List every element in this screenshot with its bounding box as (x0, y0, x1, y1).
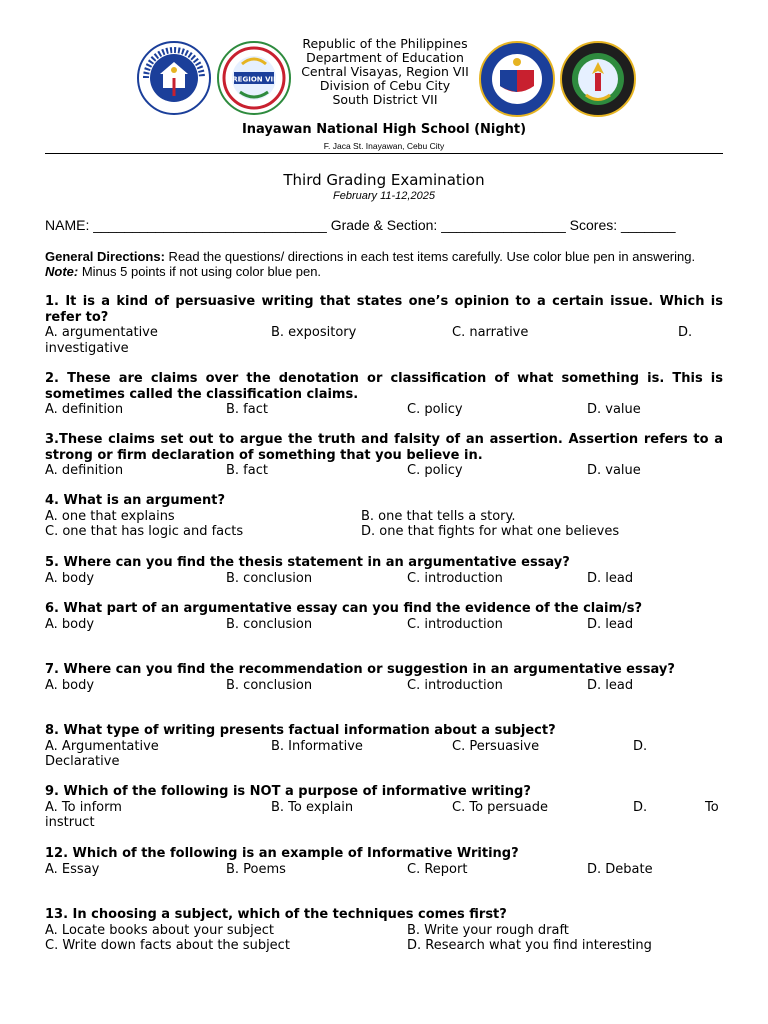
gov-line: Central Visayas, Region VII (301, 64, 469, 79)
option: D. (633, 738, 648, 754)
question-stem: 2. These are claims over the denotation or classification of what something is. This is sometimes called the classification claims. (45, 371, 723, 402)
option: C. introduction (407, 677, 503, 693)
question-2 (45, 371, 723, 418)
option: C. Persuasive (452, 738, 540, 754)
option-continuation: investigative (45, 340, 129, 356)
question-13 (45, 907, 723, 954)
school-name: Inayawan National High School (Night) (241, 122, 527, 137)
note-text: Minus 5 points if not using color blue pen. (78, 264, 322, 279)
school-address: F. Jaca St. Inayawan, Cebu City (323, 141, 445, 151)
question-stem: 5. Where can you find the thesis statement in an argumentative essay? (45, 555, 570, 570)
option: C. policy (407, 463, 463, 478)
school-seal-icon (559, 40, 637, 118)
option: D. lead (587, 616, 634, 632)
option: B. conclusion (226, 616, 313, 632)
deped-seal-icon (136, 40, 212, 116)
option: A. Locate books about your subject (45, 922, 274, 938)
option: C. introduction (407, 570, 503, 586)
gov-line: Republic of the Philippines (302, 36, 468, 51)
option: To (705, 799, 719, 815)
question-7 (45, 662, 723, 693)
question-1 (45, 294, 723, 356)
directions-label: General Directions: (45, 249, 165, 264)
question-5 (45, 555, 723, 586)
question-stem: 9. Which of the following is NOT a purpose of informative writing? (45, 784, 531, 799)
note-label: Note: (45, 264, 79, 279)
option: B. fact (226, 463, 268, 478)
option: D. Research what you find interesting (407, 938, 652, 953)
header-divider (45, 153, 723, 154)
option: B. expository (271, 325, 357, 340)
option: D. lead (587, 677, 634, 693)
exam-date: February 11-12,2025 (333, 190, 435, 202)
option: A. body (45, 616, 95, 632)
option: C. introduction (407, 616, 503, 632)
option-continuation: instruct (45, 815, 95, 830)
question-stem: 12. Which of the following is an example of Informative Writing? (45, 846, 519, 861)
option: A. body (45, 677, 95, 693)
question-4 (45, 493, 723, 540)
region-vii-label: REGION VII (232, 75, 276, 84)
question-stem: 13. In choosing a subject, which of the techniques comes first? (45, 907, 507, 922)
option: C. one that has logic and facts (45, 524, 244, 539)
directions-text: Read the questions/ directions in each test items carefully. Use color blue pen in answering. (164, 249, 696, 264)
option: A. one that explains (45, 508, 175, 524)
option: C. To persuade (452, 799, 548, 815)
option: B. fact (226, 402, 268, 417)
question-stem: 1. It is a kind of persuasive writing that states one’s opinion to a certain issue. Which is refer to? (45, 294, 723, 325)
question-9 (45, 784, 723, 831)
option: A. Essay (45, 861, 100, 877)
question-8 (45, 723, 723, 770)
option: B. conclusion (226, 677, 313, 693)
question-6 (45, 601, 723, 632)
option-continuation: Declarative (45, 754, 120, 769)
option: A. argumentative (45, 325, 158, 340)
option: D. value (587, 463, 641, 478)
option: B. one that tells a story. (361, 508, 516, 524)
option: C. Report (407, 861, 468, 877)
option: D. (678, 325, 693, 340)
option: D. Debate (587, 861, 653, 877)
option: D. one that fights for what one believes (361, 524, 620, 539)
option: C. narrative (452, 325, 529, 340)
option: A. body (45, 570, 95, 586)
option: C. policy (407, 402, 463, 417)
option: D. value (587, 402, 641, 417)
option: A. To inform (45, 799, 122, 815)
letterhead (45, 36, 723, 116)
question-3 (45, 432, 723, 479)
option: B. Poems (226, 861, 286, 877)
option: B. conclusion (226, 570, 313, 586)
exam-title: Third Grading Examination (283, 171, 485, 189)
question-stem: 8. What type of writing presents factual information about a subject? (45, 723, 556, 738)
option: B. To explain (271, 799, 354, 815)
option: B. Write your rough draft (407, 922, 569, 938)
option: A. definition (45, 402, 124, 417)
gov-line: South District VII (332, 92, 438, 107)
question-stem: 3.These claims set out to argue the truth and falsity of an assertion. Assertion refers to a strong or firm declaration of something that you believe in. (45, 432, 723, 463)
option: D. lead (587, 570, 634, 586)
option: A. Argumentative (45, 738, 159, 754)
option: C. Write down facts about the subject (45, 938, 290, 953)
gov-line: Department of Education (306, 50, 464, 65)
government-lines (260, 37, 510, 107)
student-info-line: NAME: ______________________________ Grade & Section: ________________ Scores: _______ (45, 217, 676, 233)
option: A. definition (45, 463, 124, 478)
option: D. (633, 799, 648, 815)
cebu-division-seal-icon (478, 40, 556, 118)
question-stem: 6. What part of an argumentative essay can you find the evidence of the claim/s? (45, 601, 643, 616)
question-stem: 7. Where can you find the recommendation or suggestion in an argumentative essay? (45, 662, 675, 677)
general-directions (45, 249, 723, 279)
question-stem: 4. What is an argument? (45, 493, 226, 508)
question-12 (45, 846, 723, 877)
gov-line: Division of Cebu City (319, 78, 451, 93)
option: B. Informative (271, 738, 363, 754)
